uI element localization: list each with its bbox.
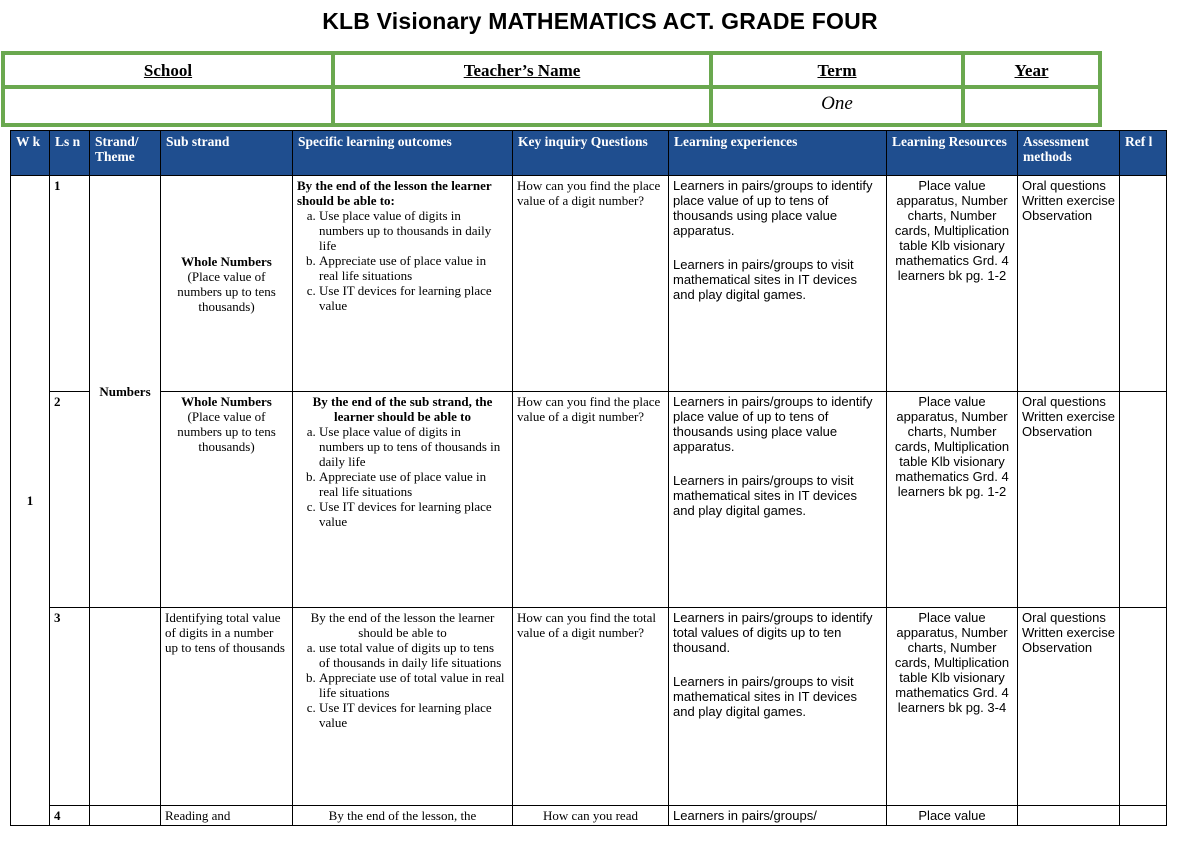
outcome-item: b. Appreciate use of place value in real life situations — [319, 469, 508, 499]
resources-cell: Place value apparatus, Number charts, Number cards, Multiplication table Klb visionary mathematics Grd. 4 learners bk pg. 3-4 — [887, 608, 1018, 806]
outcome-intro: By the end of the lesson the learner should be able to — [310, 610, 495, 640]
table-row — [11, 608, 1167, 806]
experience-item: Learners in pairs/groups to visit mathematical sites in IT devices and play digital games. — [673, 674, 857, 719]
outcome-intro: By the end of the sub strand, the learner should be able to — [312, 394, 493, 424]
substrand-text: (Place value of numbers up to tens thousands) — [177, 268, 276, 314]
lesson-number: 1 — [50, 176, 90, 392]
outcome-item: c. Use IT devices for learning place value — [319, 700, 508, 730]
ref-cell — [1120, 806, 1167, 826]
teacher-name-value[interactable] — [335, 89, 713, 123]
ref-cell — [1120, 392, 1167, 608]
outcome-item: b. Appreciate use of place value in real life situations — [319, 253, 508, 283]
substrand-cell: Identifying total value of digits in a number up to tens of thousands — [161, 608, 293, 806]
strand-cell — [90, 608, 161, 806]
experiences-cell — [669, 176, 887, 392]
table-row — [11, 806, 1167, 826]
year-label: Year — [965, 55, 1098, 89]
strand-cell — [90, 806, 161, 826]
question-cell: How can you find the total value of a digit number? — [513, 608, 669, 806]
experience-item: Learners in pairs/groups to visit mathematical sites in IT devices and play digital games. — [673, 257, 857, 302]
outcomes-cell: By the end of the lesson, the — [293, 806, 513, 826]
table-header-row — [11, 131, 1167, 176]
assessment-cell: Oral questions Written exercise Observation — [1018, 608, 1120, 806]
substrand-title: Whole Numbers — [181, 253, 272, 269]
assessment-cell: Oral questions Written exercise Observation — [1018, 176, 1120, 392]
outcome-intro: By the end of the lesson the learner should be able to: — [297, 178, 492, 208]
question-cell: How can you find the place value of a digit number? — [513, 392, 669, 608]
teacher-name-label: Teacher’s Name — [335, 55, 713, 89]
ref-cell — [1120, 608, 1167, 806]
question-cell: How can you find the place value of a digit number? — [513, 176, 669, 392]
outcome-item: a. Use place value of digits in numbers up to tens of thousands in daily life — [319, 424, 508, 469]
experiences-cell — [669, 608, 887, 806]
school-value[interactable] — [5, 89, 335, 123]
outcomes-cell — [293, 608, 513, 806]
outcomes-cell — [293, 176, 513, 392]
table-row — [11, 392, 1167, 608]
col-week: W k — [11, 131, 50, 176]
col-experiences: Learning experiences — [669, 131, 887, 176]
lesson-number: 2 — [50, 392, 90, 608]
experience-item: Learners in pairs/groups to visit mathematical sites in IT devices and play digital games. — [673, 473, 857, 518]
resources-cell: Place value apparatus, Number charts, Number cards, Multiplication table Klb visionary mathematics Grd. 4 learners bk pg. 1-2 — [887, 176, 1018, 392]
experience-item: Learners in pairs/groups to identify place value of up to tens of thousands using place value apparatus. — [673, 394, 873, 454]
school-label: School — [5, 55, 335, 89]
ref-cell — [1120, 176, 1167, 392]
col-strand: Strand/ Theme — [90, 131, 161, 176]
col-lesson: Ls n — [50, 131, 90, 176]
outcome-item: a. Use place value of digits in numbers up to thousands in daily life — [319, 208, 508, 253]
col-resources: Learning Resources — [887, 131, 1018, 176]
experience-item: Learners in pairs/groups to identify place value of up to tens of thousands using place value apparatus. — [673, 178, 873, 238]
outcome-item: a. use total value of digits up to tens of thousands in daily life situations — [319, 640, 508, 670]
table-row — [11, 176, 1167, 392]
substrand-title: Whole Numbers — [181, 394, 272, 409]
col-assessment: Assessment methods — [1018, 131, 1120, 176]
term-label: Term — [713, 55, 965, 89]
document-title: KLB Visionary MATHEMATICS ACT. GRADE FOUR — [322, 8, 878, 34]
outcome-item: b. Appreciate use of total value in real life situations — [319, 670, 508, 700]
outcome-item: c. Use IT devices for learning place value — [319, 283, 508, 313]
question-cell: How can you read — [513, 806, 669, 826]
col-ref: Ref l — [1120, 131, 1167, 176]
strand-cell: Numbers — [90, 176, 161, 608]
lesson-number: 3 — [50, 608, 90, 806]
scheme-table — [10, 130, 1167, 826]
week-cell: 1 — [11, 176, 50, 826]
experience-item: Learners in pairs/groups to identify total values of digits up to ten thousand. — [673, 610, 873, 655]
lesson-number: 4 — [50, 806, 90, 826]
outcomes-cell — [293, 392, 513, 608]
substrand-cell: Reading and — [161, 806, 293, 826]
assessment-cell — [1018, 806, 1120, 826]
assessment-cell: Oral questions Written exercise Observation — [1018, 392, 1120, 608]
resources-cell: Place value — [887, 806, 1018, 826]
outcome-item: c. Use IT devices for learning place value — [319, 499, 508, 529]
col-substrand: Sub strand — [161, 131, 293, 176]
substrand-text: (Place value of numbers up to tens thousands) — [177, 409, 276, 454]
resources-cell: Place value apparatus, Number charts, Number cards, Multiplication table Klb visionary mathematics Grd. 4 learners bk pg. 1-2 — [887, 392, 1018, 608]
experiences-cell — [669, 392, 887, 608]
term-value[interactable]: One — [713, 89, 965, 123]
col-questions: Key inquiry Questions — [513, 131, 669, 176]
col-outcomes: Specific learning outcomes — [293, 131, 513, 176]
substrand-cell — [161, 392, 293, 608]
experiences-cell: Learners in pairs/groups/ — [669, 806, 887, 826]
substrand-cell — [161, 176, 293, 392]
header-box — [1, 51, 1102, 127]
year-value[interactable] — [965, 89, 1098, 123]
